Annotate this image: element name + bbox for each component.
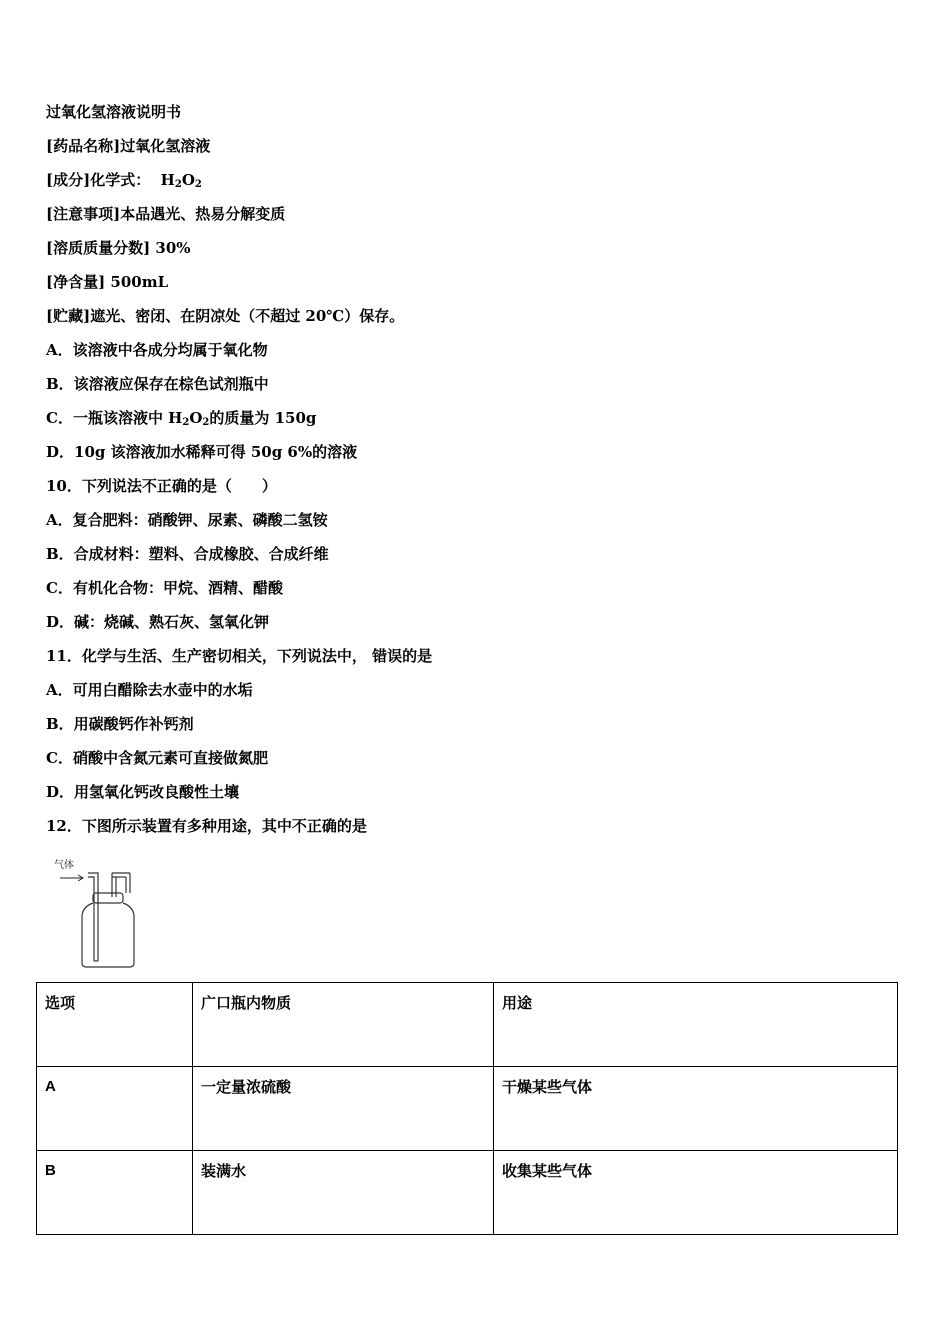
q9-option-c-suffix: 的质量为 150g [209, 409, 317, 427]
table-header-row [37, 983, 898, 1067]
q9-formula-o: O [189, 409, 203, 427]
gas-arrow-icon [60, 875, 83, 881]
q9-formula-o-sub: 2 [202, 417, 210, 428]
spec-mass-fraction: [溶质质量分数] 30% [46, 239, 191, 257]
q11-option-a: A．可用白醋除去水壶中的水垢 [46, 681, 253, 699]
formula-h: H [160, 171, 175, 189]
q9-option-b: B．该溶液应保存在棕色试剂瓶中 [46, 375, 269, 393]
q9-option-d: D．10g 该溶液加水稀释可得 50g 6%的溶液 [46, 443, 358, 461]
q10-option-a: A．复合肥料：硝酸钾、尿素、磷酸二氢铵 [46, 511, 328, 529]
bottle-outline [82, 873, 134, 967]
q10-stem: 10．下列说法不正确的是（ ） [46, 477, 277, 495]
options-table [36, 982, 898, 1235]
q9-option-c [46, 408, 316, 428]
spec-name: [药品名称]过氧化氢溶液 [46, 137, 211, 155]
formula-o-sub: 2 [194, 179, 202, 190]
formula-h-sub: 2 [174, 179, 182, 190]
q10-option-d: D．碱：烧碱、熟石灰、氢氧化钾 [46, 613, 270, 631]
q10-option-c: C．有机化合物：甲烷、酒精、醋酸 [46, 579, 283, 597]
q9-option-a: A．该溶液中各成分均属于氧化物 [46, 341, 268, 359]
gas-label: 气体 [54, 860, 74, 871]
formula-o: O [181, 171, 195, 189]
q11-stem: 11．化学与生活、生产密切相关，下列说法中， 错误的是 [46, 647, 433, 665]
table-header-cell: 广口瓶内物质 [193, 983, 494, 1067]
table-header-cell: 用途 [494, 983, 898, 1067]
gas-bottle-diagram [50, 855, 140, 973]
q11-option-b: B．用碳酸钙作补钙剂 [46, 715, 194, 733]
spec-formula-label: [成分]化学式： [46, 171, 151, 189]
q9-formula-h: H [168, 409, 183, 427]
q9-option-c-prefix: C．一瓶该溶液中 [46, 409, 169, 427]
table-cell: 一定量浓硫酸 [193, 1067, 494, 1151]
q12-stem: 12．下图所示装置有多种用途，其中不正确的是 [46, 817, 367, 835]
table-header-cell: 选项 [37, 983, 193, 1067]
q10-option-b: B．合成材料：塑料、合成橡胶、合成纤维 [46, 545, 329, 563]
table-row [37, 1151, 898, 1235]
table-row [37, 1067, 898, 1151]
document-title: 过氧化氢溶液说明书 [46, 103, 182, 121]
spec-storage: [贮藏]遮光、密闭、在阴凉处（不超过 20℃）保存。 [46, 307, 405, 325]
table-cell: B [37, 1151, 193, 1235]
spec-formula [46, 170, 202, 190]
spec-volume: [净含量] 500mL [46, 273, 169, 291]
table-cell: 装满水 [193, 1151, 494, 1235]
table-cell: A [37, 1067, 193, 1151]
table-cell: 收集某些气体 [494, 1151, 898, 1235]
gas-washing-bottle-figure [50, 855, 140, 973]
q9-formula-h-sub: 2 [182, 417, 190, 428]
spec-notes: [注意事项]本品遇光、热易分解变质 [46, 205, 286, 223]
q11-option-d: D．用氢氧化钙改良酸性土壤 [46, 783, 240, 801]
q11-option-c: C．硝酸中含氮元素可直接做氮肥 [46, 749, 268, 767]
table-cell: 干燥某些气体 [494, 1067, 898, 1151]
